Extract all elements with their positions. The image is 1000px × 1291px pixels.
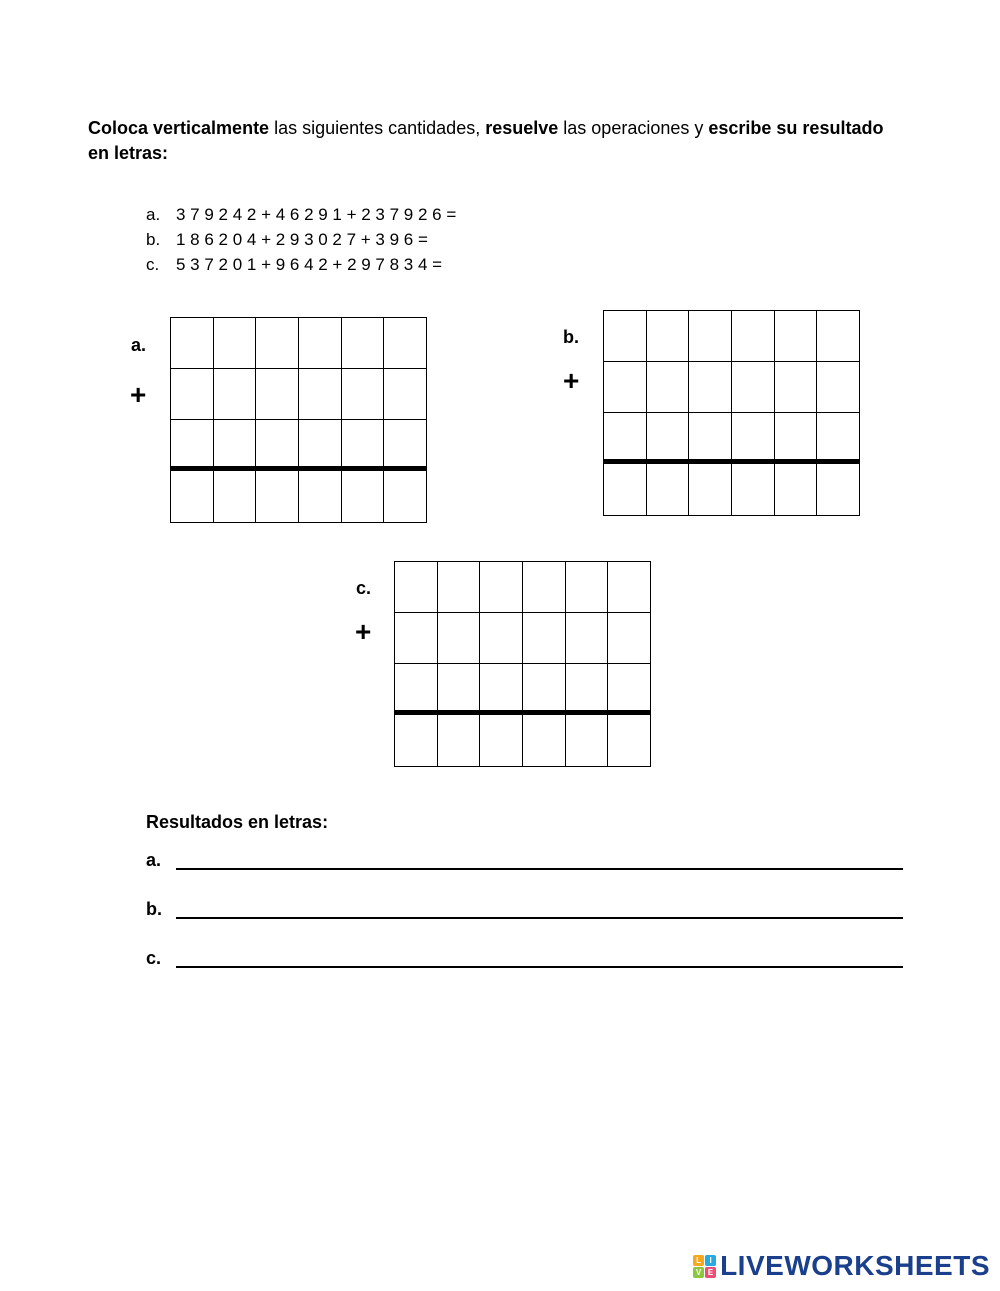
logo-mark-letter: V bbox=[693, 1267, 704, 1278]
digit-cell[interactable] bbox=[523, 613, 566, 664]
addition-grid-c bbox=[394, 561, 651, 767]
instruction-bold-3: escribe su resultado en letras: bbox=[88, 118, 884, 163]
digit-cell[interactable] bbox=[438, 562, 481, 613]
result-digit-cell[interactable] bbox=[342, 471, 385, 523]
digit-cell[interactable] bbox=[775, 362, 818, 413]
digit-cell[interactable] bbox=[214, 318, 257, 369]
digit-cell[interactable] bbox=[438, 664, 481, 715]
addition-grid-a bbox=[170, 317, 427, 523]
digit-cell[interactable] bbox=[775, 311, 818, 362]
problem-expression: 1 8 6 2 0 4 + 2 9 3 0 2 7 + 3 9 6 = bbox=[176, 230, 428, 249]
digit-cell[interactable] bbox=[689, 362, 732, 413]
digit-cell[interactable] bbox=[608, 562, 651, 613]
result-digit-cell[interactable] bbox=[775, 464, 818, 516]
result-digit-cell[interactable] bbox=[732, 464, 775, 516]
digit-cell[interactable] bbox=[438, 613, 481, 664]
answer-blank-a[interactable] bbox=[176, 868, 903, 870]
grid-b-plus: + bbox=[563, 365, 580, 396]
digit-cell[interactable] bbox=[689, 413, 732, 464]
digit-cell[interactable] bbox=[384, 318, 427, 369]
digit-cell[interactable] bbox=[256, 369, 299, 420]
digit-cell[interactable] bbox=[299, 318, 342, 369]
liveworksheets-logo bbox=[693, 1251, 990, 1281]
result-label: c. bbox=[146, 948, 162, 968]
digit-cell[interactable] bbox=[817, 362, 860, 413]
result-digit-cell[interactable] bbox=[480, 715, 523, 767]
result-digit-cell[interactable] bbox=[395, 715, 438, 767]
digit-cell[interactable] bbox=[817, 413, 860, 464]
grid-a-plus: + bbox=[130, 379, 147, 410]
instruction-text-1: las siguientes cantidades, bbox=[269, 118, 486, 138]
digit-cell[interactable] bbox=[342, 318, 385, 369]
digit-cell[interactable] bbox=[523, 562, 566, 613]
problem-label: a. bbox=[146, 205, 161, 224]
digit-cell[interactable] bbox=[732, 311, 775, 362]
digit-cell[interactable] bbox=[214, 420, 257, 471]
digit-cell[interactable] bbox=[171, 318, 214, 369]
digit-cell[interactable] bbox=[647, 311, 690, 362]
digit-cell[interactable] bbox=[732, 413, 775, 464]
digit-cell[interactable] bbox=[299, 420, 342, 471]
digit-cell[interactable] bbox=[647, 413, 690, 464]
result-digit-cell[interactable] bbox=[689, 464, 732, 516]
result-line-a bbox=[146, 850, 174, 871]
result-line-c bbox=[146, 948, 174, 969]
digit-cell[interactable] bbox=[342, 420, 385, 471]
result-digit-cell[interactable] bbox=[299, 471, 342, 523]
result-digit-cell[interactable] bbox=[384, 471, 427, 523]
result-digit-cell[interactable] bbox=[171, 471, 214, 523]
grid-a-label: a. bbox=[131, 335, 147, 355]
digit-cell[interactable] bbox=[523, 664, 566, 715]
result-label: a. bbox=[146, 850, 162, 870]
result-digit-cell[interactable] bbox=[438, 715, 481, 767]
result-line-b bbox=[146, 899, 174, 920]
instruction-bold-1: Coloca verticalmente bbox=[88, 118, 270, 138]
digit-cell[interactable] bbox=[480, 562, 523, 613]
digit-cell[interactable] bbox=[689, 311, 732, 362]
digit-cell[interactable] bbox=[647, 362, 690, 413]
problem-b bbox=[146, 227, 456, 252]
digit-cell[interactable] bbox=[566, 613, 609, 664]
instruction-bold-2: resuelve bbox=[485, 118, 559, 138]
grid-c-label: c. bbox=[356, 578, 372, 598]
result-digit-cell[interactable] bbox=[214, 471, 257, 523]
digit-cell[interactable] bbox=[566, 562, 609, 613]
addition-grid-b bbox=[603, 310, 860, 516]
result-digit-cell[interactable] bbox=[566, 715, 609, 767]
grid-b-label: b. bbox=[563, 327, 579, 347]
instruction-text-2: las operaciones y bbox=[558, 118, 709, 138]
problem-a bbox=[146, 202, 456, 227]
digit-cell[interactable] bbox=[608, 664, 651, 715]
digit-cell[interactable] bbox=[256, 318, 299, 369]
result-digit-cell[interactable] bbox=[256, 471, 299, 523]
digit-cell[interactable] bbox=[384, 369, 427, 420]
problem-expression: 3 7 9 2 4 2 + 4 6 2 9 1 + 2 3 7 9 2 6 = bbox=[176, 205, 457, 224]
digit-cell[interactable] bbox=[775, 413, 818, 464]
problem-c bbox=[146, 252, 456, 277]
digit-cell[interactable] bbox=[608, 613, 651, 664]
digit-cell[interactable] bbox=[171, 369, 214, 420]
result-digit-cell[interactable] bbox=[604, 464, 647, 516]
problem-expression: 5 3 7 2 0 1 + 9 6 4 2 + 2 9 7 8 3 4 = bbox=[176, 255, 443, 274]
digit-cell[interactable] bbox=[817, 311, 860, 362]
instructions bbox=[88, 116, 888, 166]
digit-cell[interactable] bbox=[604, 362, 647, 413]
problem-label: c. bbox=[146, 255, 160, 274]
digit-cell[interactable] bbox=[395, 562, 438, 613]
result-digit-cell[interactable] bbox=[817, 464, 860, 516]
digit-cell[interactable] bbox=[384, 420, 427, 471]
digit-cell[interactable] bbox=[732, 362, 775, 413]
grid-c-plus: + bbox=[355, 616, 372, 647]
result-label: b. bbox=[146, 899, 162, 919]
result-digit-cell[interactable] bbox=[647, 464, 690, 516]
logo-mark-letter: E bbox=[705, 1267, 716, 1278]
digit-cell[interactable] bbox=[171, 420, 214, 471]
result-digit-cell[interactable] bbox=[523, 715, 566, 767]
problem-list bbox=[146, 202, 456, 277]
digit-cell[interactable] bbox=[256, 420, 299, 471]
digit-cell[interactable] bbox=[395, 613, 438, 664]
digit-cell[interactable] bbox=[480, 664, 523, 715]
result-digit-cell[interactable] bbox=[608, 715, 651, 767]
digit-cell[interactable] bbox=[604, 413, 647, 464]
problem-label: b. bbox=[146, 230, 161, 249]
digit-cell[interactable] bbox=[566, 664, 609, 715]
digit-cell[interactable] bbox=[214, 369, 257, 420]
digit-cell[interactable] bbox=[299, 369, 342, 420]
logo-text: LIVEWORKSHEETS bbox=[720, 1250, 990, 1281]
logo-mark-letter: I bbox=[705, 1255, 716, 1266]
digit-cell[interactable] bbox=[604, 311, 647, 362]
results-title: Resultados en letras: bbox=[146, 812, 329, 832]
logo-mark-letter: L bbox=[693, 1255, 704, 1266]
answer-blank-c[interactable] bbox=[176, 966, 903, 968]
digit-cell[interactable] bbox=[480, 613, 523, 664]
digit-cell[interactable] bbox=[395, 664, 438, 715]
answer-blank-b[interactable] bbox=[176, 917, 903, 919]
digit-cell[interactable] bbox=[342, 369, 385, 420]
logo-mark-icon bbox=[693, 1255, 716, 1278]
